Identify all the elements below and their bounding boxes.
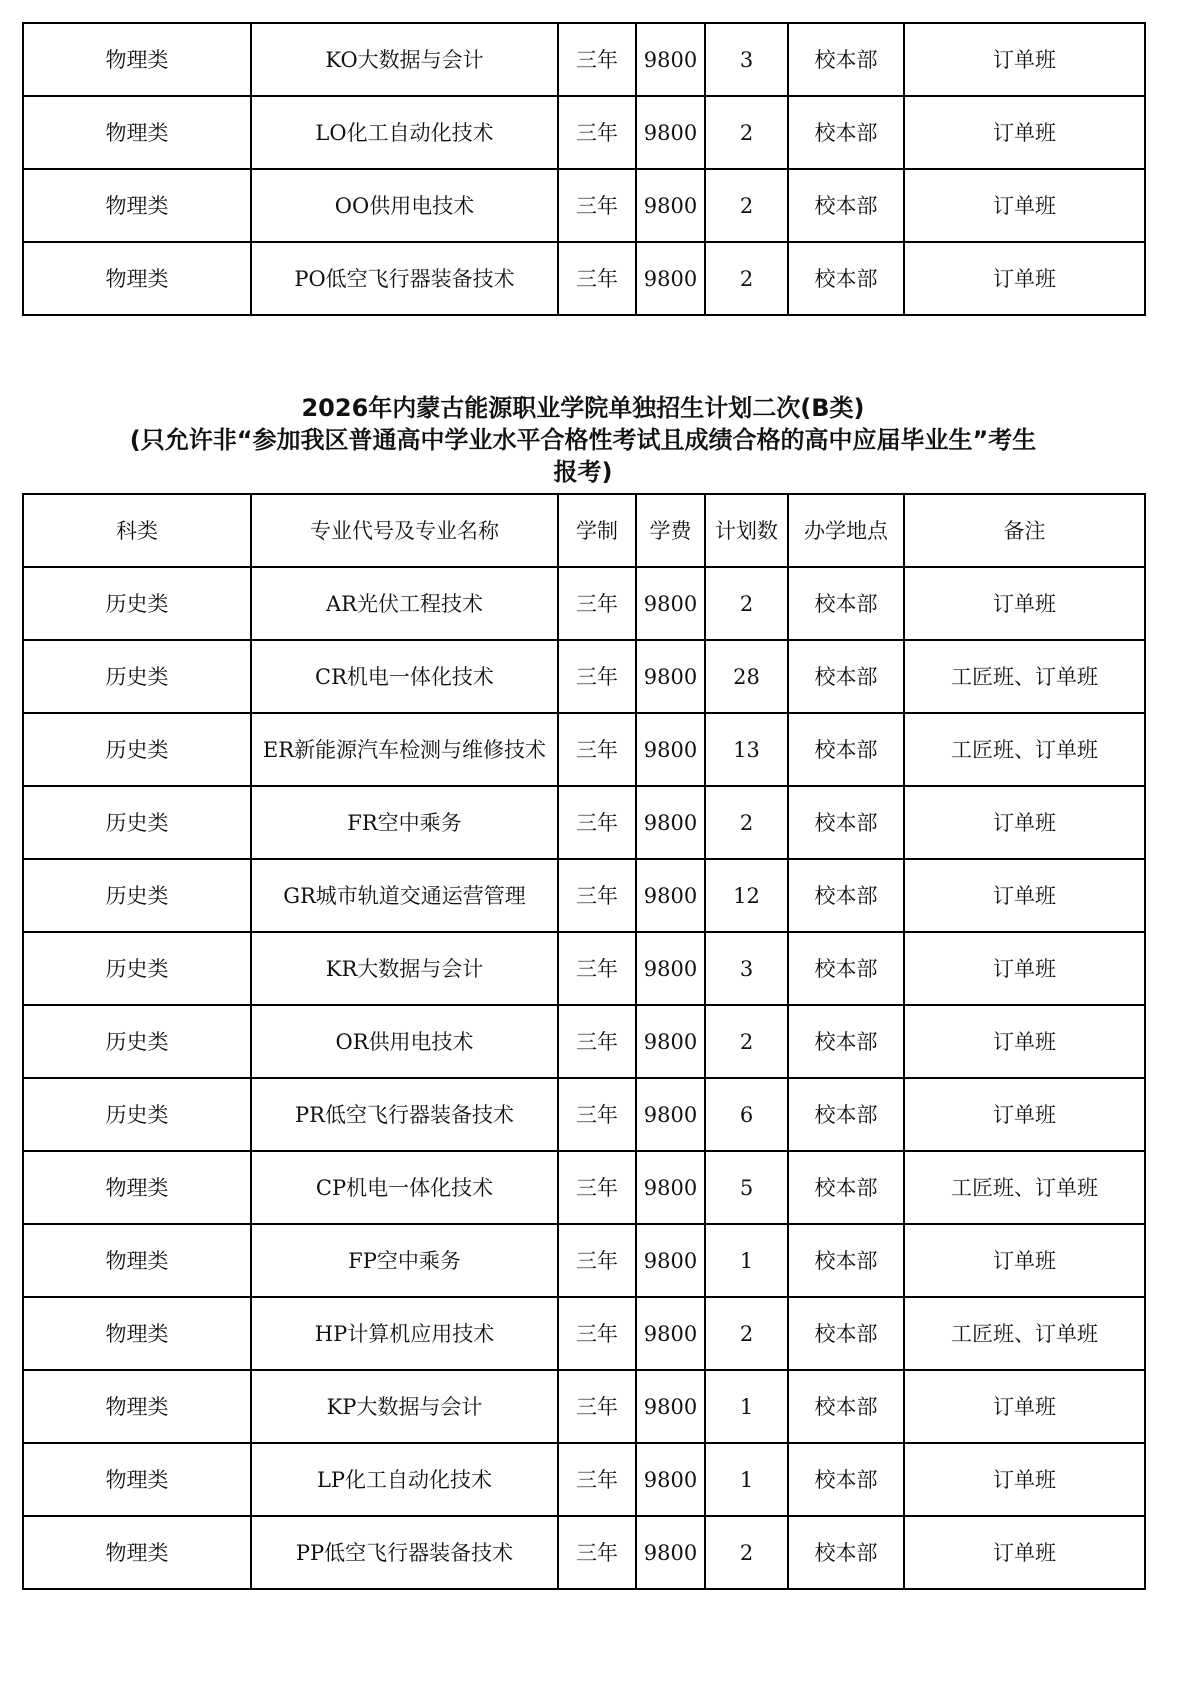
cell-location: 校本部 [788,1151,904,1224]
table-row [23,1516,1145,1589]
section-b-table-body [23,567,1145,1589]
table-row [23,859,1145,932]
table-row [23,169,1145,242]
title-line-2: (只允许非“参加我区普通高中学业水平合格性考试且成绩合格的高中应届毕业生”考生 [129,426,1037,454]
cell-duration: 三年 [558,1297,636,1370]
cell-duration: 三年 [558,23,636,96]
cell-location: 校本部 [788,859,904,932]
cell-quota: 2 [705,786,788,859]
cell-tuition: 9800 [636,786,705,859]
cell-major: CP机电一体化技术 [251,1151,558,1224]
cell-quota: 12 [705,859,788,932]
header-location: 办学地点 [788,494,904,567]
cell-quota: 2 [705,1005,788,1078]
cell-quota: 2 [705,567,788,640]
cell-quota: 2 [705,1516,788,1589]
cell-duration: 三年 [558,1078,636,1151]
cell-note: 工匠班、订单班 [904,640,1145,713]
cell-note: 订单班 [904,932,1145,1005]
cell-tuition: 9800 [636,1151,705,1224]
cell-quota: 2 [705,1297,788,1370]
cell-quota: 3 [705,932,788,1005]
cell-tuition: 9800 [636,96,705,169]
cell-tuition: 9800 [636,713,705,786]
cell-quota: 2 [705,169,788,242]
cell-tuition: 9800 [636,1297,705,1370]
table-row [23,932,1145,1005]
table-row [23,1443,1145,1516]
title-line-1: 2026年内蒙古能源职业学院单独招生计划二次(B类) [301,394,865,422]
cell-major: PR低空飞行器装备技术 [251,1078,558,1151]
cell-note: 订单班 [904,242,1145,315]
section-b-title [22,392,1144,488]
cell-tuition: 9800 [636,1224,705,1297]
cell-note: 订单班 [904,169,1145,242]
table-row [23,1297,1145,1370]
cell-duration: 三年 [558,786,636,859]
cell-location: 校本部 [788,169,904,242]
cell-duration: 三年 [558,1516,636,1589]
cell-note: 订单班 [904,1516,1145,1589]
cell-major: GR城市轨道交通运营管理 [251,859,558,932]
cell-tuition: 9800 [636,859,705,932]
cell-major: LP化工自动化技术 [251,1443,558,1516]
cell-duration: 三年 [558,1443,636,1516]
cell-duration: 三年 [558,1005,636,1078]
cell-tuition: 9800 [636,932,705,1005]
table-row [23,96,1145,169]
cell-tuition: 9800 [636,1516,705,1589]
cell-location: 校本部 [788,1224,904,1297]
cell-note: 订单班 [904,567,1145,640]
cell-quota: 1 [705,1224,788,1297]
cell-major: PO低空飞行器装备技术 [251,242,558,315]
cell-category: 物理类 [23,242,251,315]
cell-category: 物理类 [23,1224,251,1297]
cell-duration: 三年 [558,1224,636,1297]
cell-location: 校本部 [788,1370,904,1443]
cell-note: 订单班 [904,23,1145,96]
table-row [23,242,1145,315]
cell-duration: 三年 [558,567,636,640]
cell-tuition: 9800 [636,169,705,242]
cell-location: 校本部 [788,1005,904,1078]
cell-note: 工匠班、订单班 [904,1151,1145,1224]
continued-plan-table [22,22,1146,316]
cell-quota: 3 [705,23,788,96]
cell-tuition: 9800 [636,1078,705,1151]
cell-category: 物理类 [23,169,251,242]
header-major: 专业代号及专业名称 [251,494,558,567]
cell-duration: 三年 [558,242,636,315]
cell-location: 校本部 [788,1297,904,1370]
cell-category: 物理类 [23,1151,251,1224]
table-row [23,1224,1145,1297]
table-row [23,23,1145,96]
cell-note: 订单班 [904,1370,1145,1443]
table-row [23,567,1145,640]
cell-major: OR供用电技术 [251,1005,558,1078]
cell-major: ER新能源汽车检测与维修技术 [251,713,558,786]
cell-duration: 三年 [558,1151,636,1224]
cell-tuition: 9800 [636,1443,705,1516]
cell-note: 订单班 [904,1224,1145,1297]
cell-category: 物理类 [23,1297,251,1370]
cell-quota: 1 [705,1370,788,1443]
cell-category: 历史类 [23,640,251,713]
cell-location: 校本部 [788,1443,904,1516]
cell-note: 订单班 [904,786,1145,859]
cell-category: 物理类 [23,23,251,96]
cell-location: 校本部 [788,242,904,315]
cell-note: 工匠班、订单班 [904,1297,1145,1370]
section-b-plan-table [22,493,1146,1590]
cell-major: KP大数据与会计 [251,1370,558,1443]
title-line-3: 报考) [553,458,613,486]
cell-tuition: 9800 [636,23,705,96]
header-note: 备注 [904,494,1145,567]
cell-major: KO大数据与会计 [251,23,558,96]
cell-location: 校本部 [788,640,904,713]
cell-location: 校本部 [788,786,904,859]
header-quota: 计划数 [705,494,788,567]
cell-category: 物理类 [23,1370,251,1443]
cell-quota: 2 [705,96,788,169]
cell-note: 订单班 [904,1078,1145,1151]
cell-tuition: 9800 [636,640,705,713]
cell-quota: 2 [705,242,788,315]
cell-quota: 13 [705,713,788,786]
cell-location: 校本部 [788,23,904,96]
cell-category: 物理类 [23,96,251,169]
table-row [23,1151,1145,1224]
cell-major: KR大数据与会计 [251,932,558,1005]
cell-note: 订单班 [904,1005,1145,1078]
cell-duration: 三年 [558,1370,636,1443]
cell-quota: 28 [705,640,788,713]
table-row [23,713,1145,786]
cell-duration: 三年 [558,932,636,1005]
cell-duration: 三年 [558,713,636,786]
continued-table-body [23,23,1145,315]
cell-category: 物理类 [23,1443,251,1516]
cell-location: 校本部 [788,713,904,786]
cell-category: 历史类 [23,567,251,640]
cell-major: HP计算机应用技术 [251,1297,558,1370]
cell-duration: 三年 [558,640,636,713]
header-duration: 学制 [558,494,636,567]
cell-tuition: 9800 [636,242,705,315]
header-tuition: 学费 [636,494,705,567]
cell-duration: 三年 [558,96,636,169]
cell-location: 校本部 [788,932,904,1005]
table-row [23,786,1145,859]
cell-duration: 三年 [558,859,636,932]
cell-category: 历史类 [23,932,251,1005]
cell-quota: 1 [705,1443,788,1516]
table-row [23,1370,1145,1443]
cell-category: 历史类 [23,713,251,786]
header-category: 科类 [23,494,251,567]
cell-major: FR空中乘务 [251,786,558,859]
cell-major: AR光伏工程技术 [251,567,558,640]
cell-category: 历史类 [23,1005,251,1078]
cell-quota: 5 [705,1151,788,1224]
table-header-row [23,494,1145,567]
cell-location: 校本部 [788,1516,904,1589]
cell-tuition: 9800 [636,567,705,640]
cell-category: 历史类 [23,859,251,932]
cell-location: 校本部 [788,567,904,640]
cell-note: 订单班 [904,96,1145,169]
cell-quota: 6 [705,1078,788,1151]
cell-category: 历史类 [23,1078,251,1151]
cell-major: LO化工自动化技术 [251,96,558,169]
cell-duration: 三年 [558,169,636,242]
cell-major: FP空中乘务 [251,1224,558,1297]
table-row [23,640,1145,713]
table-row [23,1078,1145,1151]
cell-tuition: 9800 [636,1370,705,1443]
cell-note: 订单班 [904,859,1145,932]
cell-location: 校本部 [788,1078,904,1151]
cell-major: CR机电一体化技术 [251,640,558,713]
cell-major: OO供用电技术 [251,169,558,242]
cell-category: 物理类 [23,1516,251,1589]
table-row [23,1005,1145,1078]
cell-note: 工匠班、订单班 [904,713,1145,786]
cell-tuition: 9800 [636,1005,705,1078]
cell-category: 历史类 [23,786,251,859]
cell-location: 校本部 [788,96,904,169]
cell-note: 订单班 [904,1443,1145,1516]
cell-major: PP低空飞行器装备技术 [251,1516,558,1589]
